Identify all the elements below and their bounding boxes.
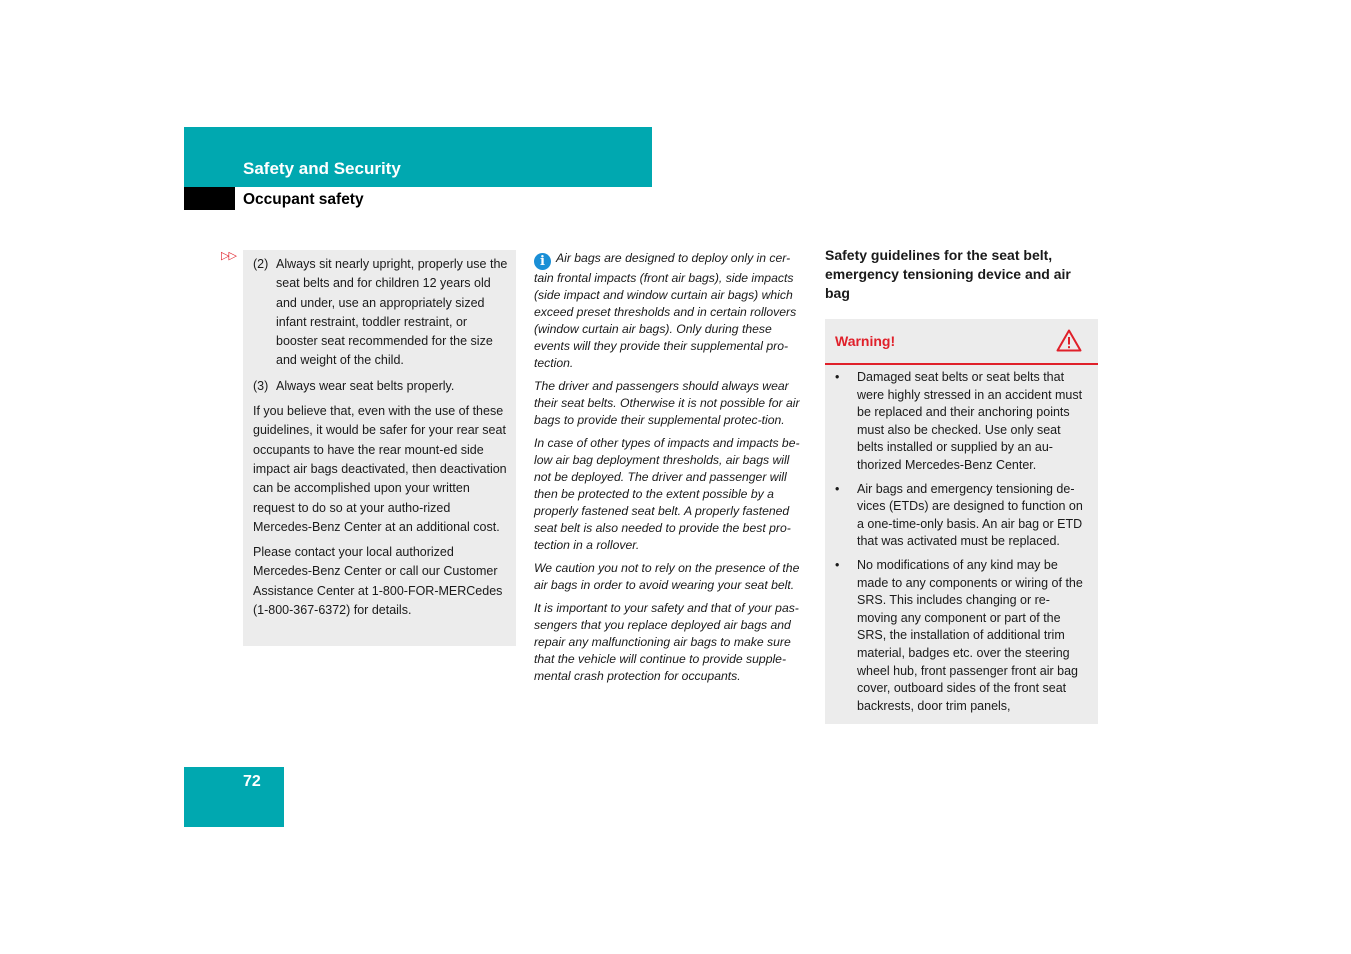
bullet-text: Air bags and emergency tensioning de-vices (ETDs) are designed to function on a one-time-only basis. An air bag or ETD that was activated must be replaced. (857, 481, 1083, 549)
info-text: Air bags are designed to deploy only in cer-tain frontal impacts (front air bags), side impacts (side impact and window curtain air bags) which exceed preset thresholds and in certain rollovers (window curtain air bags). Only during these events will they provide their supplemental pro-tection. (534, 251, 797, 370)
warning-header (825, 319, 1098, 365)
info-paragraph (534, 250, 808, 372)
item-text: Always sit nearly upright, properly use the seat belts and for children 12 years old and under, use an appropriately sized infant restraint, toddler restraint, or booster seat recommended for the size and weight of the child. (276, 257, 508, 368)
section-title: Safety and Security (243, 159, 401, 178)
bullet-mark: • (835, 370, 840, 384)
warning-bullet-item (835, 481, 1090, 551)
subsection-title: Occupant safety (243, 191, 364, 208)
warning-bullet-item (835, 557, 1090, 715)
contact-paragraph: Please contact your local authorized Mercedes-Benz Center or call our Customer Assistance Center at 1-800-FOR-MERCedes (1-800-367-6372) for details. (253, 545, 503, 618)
bullet-mark: • (835, 557, 840, 572)
info-paragraph: We caution you not to rely on the presence of the air bags in order to avoid wearing your seat belt. (534, 561, 800, 592)
continued-marker: ▷▷ (221, 250, 236, 262)
item-number: (2) (253, 257, 269, 271)
list-item (253, 377, 511, 396)
info-paragraph: It is important to your safety and that of your pas-sengers that you replace deployed air bags and repair any malfunctioning air bags to make sure that the vehicle will continue to provide supple-mental crash protection for occupants. (534, 601, 799, 683)
info-note (534, 250, 808, 691)
warning-triangle-icon (1056, 329, 1082, 352)
warning-box (825, 319, 1098, 724)
deactivation-paragraph: If you believe that, even with the use of these guidelines, it would be safer for your rear seat occupants to have the rear mount-ed side impact air bags deactivated, then deactivation can be accomplished upon your written request to do so at your autho-rized Mercedes-Benz Center at an additional cost. (253, 404, 507, 534)
warning-list (835, 369, 1090, 721)
info-paragraph: In case of other types of impacts and impacts be-low air bag deployment thresholds, air bags will not be deployed. The driver and passenger will then be protected to the extent possible by a properly fastened seat belt. A properly fastened seat belt is also needed to provide the best pro-tection in a rollover. (534, 436, 800, 552)
subsection-marker (184, 187, 235, 210)
warning-label: Warning! (835, 333, 896, 349)
info-paragraph: The driver and passengers should always wear their seat belts. Otherwise it is not possible for air bags to provide their supplemental protec-tion. (534, 379, 800, 427)
bullet-text: Damaged seat belts or seat belts that were highly stressed in an accident must be replaced and their anchoring points must also be checked. Use only seat belts installed or supplied by an au-thorized Mercedes-Benz Center. (857, 370, 1083, 472)
info-icon: i (534, 253, 551, 270)
page-number-band (184, 767, 284, 827)
guidelines-heading: Safety guidelines for the seat belt, emergency tensioning device and air bag (825, 247, 1071, 301)
bullet-text: No modifications of any kind may be made to any components or wiring of the SRS. This includes changing or re-moving any component or part of the SRS, the installation of additional trim material, badges etc. over the steering wheel hub, front passenger front air bag cover, outboard sides of the front seat backrests, door trim panels, (857, 557, 1083, 713)
item-number: (3) (253, 378, 269, 393)
warning-bullet-item (835, 369, 1090, 475)
page-number: 72 (243, 773, 261, 790)
list-item (253, 255, 511, 371)
bullet-mark: • (835, 481, 840, 496)
left-column (253, 255, 511, 626)
item-text: Always wear seat belts properly. (276, 378, 455, 393)
